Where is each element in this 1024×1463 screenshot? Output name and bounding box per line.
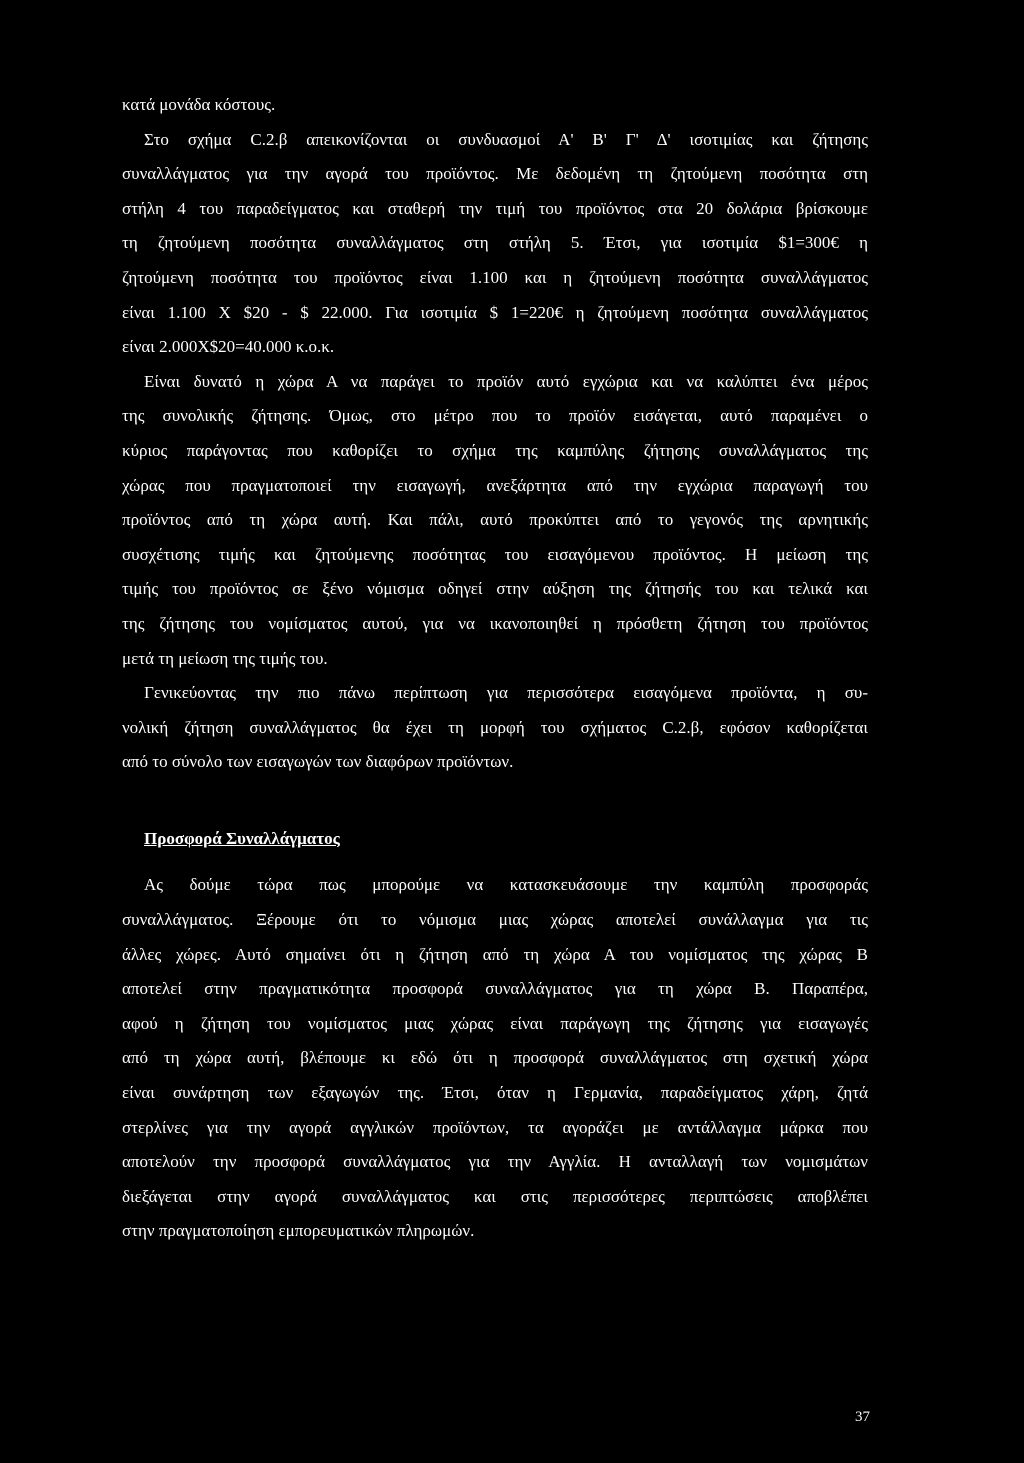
text-line: διεξάγεται στην αγορά συναλλάγματος και στις περισσότερες περιπτώσεις αποβλέπει [122, 1186, 868, 1206]
text-line: είναι 1.100 Χ $20 - $ 22.000. Για ισοτιμία $ 1=220€ η ζητούμενη ποσότητα συναλλάγματος [122, 302, 868, 322]
text-line: χώρας που πραγματοποιεί την εισαγωγή, ανεξάρτητα από την εγχώρια παραγωγή του [122, 475, 868, 495]
text-line: στερλίνες για την αγορά αγγλικών προϊόντων, τα αγοράζει με αντάλλαγμα μάρκα που [122, 1117, 868, 1137]
text-line: συναλλάγματος για την αγορά του προϊόντος. Με δεδομένη τη ζητούμενη ποσότητα στη [122, 164, 868, 184]
text-line: Γενικεύοντας την πιο πάνω περίπτωση για περισσότερα εισαγόμενα προϊόντα, η συ- [144, 683, 868, 703]
text-line: αφού η ζήτηση του νομίσματος μιας χώρας είναι παράγωγη της ζήτησης για εισαγωγές [122, 1013, 868, 1033]
text-line: τη ζητούμενη ποσότητα συναλλάγματος στη στήλη 5. Έτσι, για ισοτιμία $1=300€ η [122, 233, 868, 253]
text-line: της ζήτησης του νομίσματος αυτού, για να ικανοποιηθεί η πρόσθετη ζήτηση του προϊόντος [122, 613, 868, 633]
text-line: είναι συνάρτηση των εξαγωγών της. Έτσι, όταν η Γερμανία, παραδείγματος χάρη, ζητά [122, 1083, 868, 1103]
text-line: Είναι δυνατό η χώρα Α να παράγει το προϊόν αυτό εγχώρια και να καλύπτει ένα μέρος [144, 371, 868, 391]
section-spacer [122, 856, 868, 868]
text-line: συσχέτισης τιμής και ζητούμενης ποσότητας του εισαγόμενου προϊόντος. Η μείωση της [122, 544, 868, 564]
text-line: στην πραγματοποίηση εμπορευματικών πληρωμών. [122, 1221, 475, 1241]
text-line: άλλες χώρες. Αυτό σημαίνει ότι η ζήτηση από τη χώρα Α του νομίσματος της χώρας Β [122, 944, 868, 964]
document-page [122, 88, 868, 1249]
text-line: προϊόντος από τη χώρα αυτή. Και πάλι, αυτό προκύπτει από το γεγονός της αρνητικής [122, 510, 868, 530]
text-line: μετά τη μείωση της τιμής του. [122, 648, 328, 668]
text-line: ζητούμενη ποσότητα του προϊόντος είναι 1.100 και η ζητούμενη ποσότητα συναλλάγματος [122, 267, 868, 287]
paragraph-exchange-rate-demand [122, 123, 868, 365]
paragraph-continuation [122, 88, 868, 123]
text-line: από το σύνολο των εισαγωγών των διαφόρων προϊόντων. [122, 752, 514, 772]
text-line: αποτελεί στην πραγματικότητα προσφορά συναλλάγματος για τη χώρα Β. Παραπέρα, [122, 979, 868, 999]
text-line: συναλλάγματος. Ξέρουμε ότι το νόμισμα μιας χώρας αποτελεί συνάλλαγμα για τις [122, 910, 868, 930]
text-line: είναι 2.000Χ$20=40.000 κ.ο.κ. [122, 337, 335, 357]
section-heading: Προσφορά Συναλλάγματος [144, 828, 340, 848]
text-line: Στο σχήμα C.2.β απεικονίζονται οι συνδυασμοί Α' Β' Γ' Δ' ισοτιμίας και ζήτησης [144, 129, 868, 149]
text-line: της συνολικής ζήτησης. Όμως, στο μέτρο που το προϊόν εισάγεται, αυτό παραμένει ο [122, 406, 868, 426]
paragraph-generalization [122, 676, 868, 780]
text-line: αποτελούν την προσφορά συναλλάγματος για την Αγγλία. Η ανταλλαγή των νομισμάτων [122, 1152, 868, 1172]
section-spacer [122, 780, 868, 822]
text-line: Ας δούμε τώρα πως μπορούμε να κατασκευάσουμε την καμπύλη προσφοράς [144, 875, 868, 895]
paragraph-domestic-production [122, 365, 868, 676]
text-line: κατά μονάδα κόστους. [122, 95, 276, 114]
paragraph-exchange-supply [122, 868, 868, 1249]
text-line: από τη χώρα αυτή, βλέπουμε κι εδώ ότι η προσφορά συναλλάγματος στη σχετική χώρα [122, 1048, 868, 1068]
text-line: νολική ζήτηση συναλλάγματος θα έχει τη μορφή του σχήματος C.2.β, εφόσον καθορίζεται [122, 717, 868, 737]
text-line: κύριος παράγοντας που καθορίζει το σχήμα της καμπύλης ζήτησης συναλλάγματος της [122, 440, 868, 460]
page-number: 37 [855, 1409, 870, 1425]
text-line: στήλη 4 του παραδείγματος και σταθερή την τιμή του προϊόντος στα 20 δολάρια βρίσκουμε [122, 198, 868, 218]
text-line: τιμής του προϊόντος σε ξένο νόμισμα οδηγεί στην αύξηση της ζήτησής του και τελικά και [122, 579, 868, 599]
